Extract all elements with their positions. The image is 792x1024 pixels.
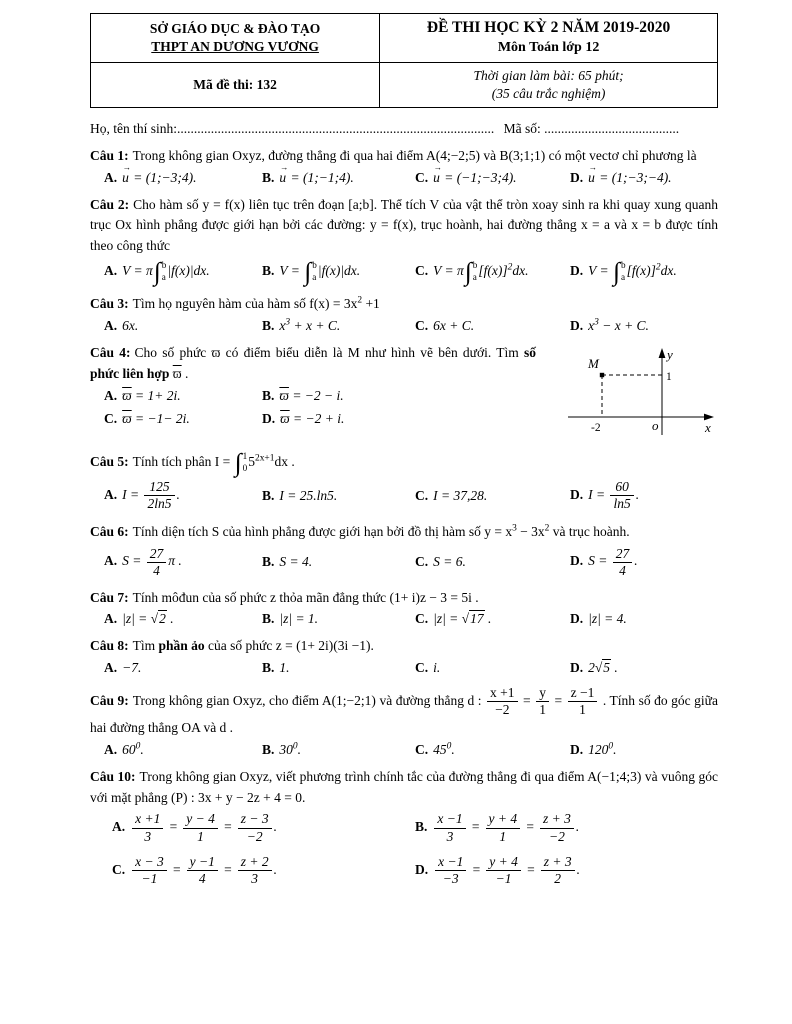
question-10-label: Câu 10: [90, 769, 136, 785]
question-3-body: Tìm họ nguyên hàm của hàm số $f(x) = 3x^2 +1$ [132, 295, 380, 312]
q8-answer-d: D. 2√5 . [570, 659, 618, 675]
question-9-label: Câu 9: [90, 692, 129, 708]
question-8-text [90, 636, 718, 657]
question-9-text [90, 685, 718, 739]
q6-answer-b: B. S = 4. [262, 554, 313, 570]
question-4-body-post: $\overline{ϖ}$ . [172, 366, 189, 381]
question-9-answers [90, 742, 718, 759]
question-1-answers [90, 170, 718, 186]
header-duration-cell [380, 63, 717, 107]
question-4-answers [90, 388, 536, 427]
question-7-body: Tính môđun của số phức z thỏa mãn đẳng thức (1+ i)z − 3 = 5i . [132, 589, 479, 605]
q3-answer-a: A. 6x. [104, 318, 139, 334]
question-10-body: Trong không gian Oxyz, viết phương trình chính tắc của đường thẳng đi qua điểm A(−1;4;3) và vuông góc với mặt phẳng (P) : 3x + y − 2z + 4 = 0. [90, 769, 718, 805]
question-10-answers [90, 811, 718, 887]
q10-answer-a: A. $\frac{x +1}{3}$ = $\frac{y - 4}{1}$ = $\frac{z - 3}{-2}$ . [112, 811, 277, 844]
complex-plane-figure [558, 345, 718, 441]
q1-answer-d: D. u → = (1;−3;−4). [570, 170, 718, 186]
question-6 [90, 522, 718, 579]
question-9-body: Trong không gian Oxyz, cho điểm A(1;−2;1) và đường thẳng d : $\frac{x +1}{-2}$ = $\frac{y}{1}$ = $\frac{z -1}{1}$ . Tính số đo góc giữa hai đường thẳng OA và d . [90, 684, 718, 736]
question-4-layout [90, 343, 718, 441]
question-5-text [90, 450, 718, 476]
exam-title: ĐỀ THI HỌC KỲ 2 NĂM 2019-2020 [426, 19, 671, 36]
q5-answer-c: C. I = 37,28. [415, 487, 488, 503]
question-7 [90, 588, 718, 628]
question-3-answers [90, 318, 718, 335]
question-7-label: Câu 7: [90, 589, 129, 605]
q10-answer-b: B. $\frac{x -1}{3}$ = $\frac{y + 4}{1}$ = $\frac{z + 3}{-2}$ . [415, 811, 580, 844]
q3-answer-b: B. $x^3 + x + C$. [262, 317, 341, 334]
question-6-answers [90, 546, 718, 579]
exam-subject: Môn Toán lớp 12 [497, 39, 600, 55]
school-name: THPT AN DƯƠNG VƯƠNG [151, 38, 319, 54]
q5-answer-d: D. I = $\frac{60}{\ln 5}$ . [570, 479, 640, 512]
q10-answer-d: D. $\frac{x -1}{-3}$ = $\frac{y + 4}{-1}$ = $\frac{z + 3}{2}$ . [415, 853, 580, 886]
q7-answer-a: A. |z| = √2 . [104, 611, 174, 627]
exam-duration: Thời gian làm bài: 65 phút; [473, 67, 624, 83]
q3-answer-c: C. 6x + C. [415, 318, 475, 334]
question-8-body-bold: phần ảo [158, 638, 205, 654]
q6-answer-a: A. S = $\frac{27}{4}$ π . [104, 545, 182, 578]
header-code-cell [91, 63, 380, 107]
q2-answer-d: D. V = ∫ b a $[f(x)]^2dx$. [570, 257, 677, 287]
question-8-label: Câu 8: [90, 638, 129, 654]
q1-answer-c: C. u → = (−1;−3;4). [415, 170, 570, 186]
q9-answer-c: C. $45^0$. [415, 741, 455, 758]
question-4-figure-area [550, 343, 718, 441]
question-1-label: Câu 1: [90, 148, 129, 164]
question-4-body-bold: số phức liên hợp [90, 345, 536, 381]
figure-y-label: y [667, 347, 673, 363]
q1-answer-a: A. u → = (1;−3;4). [104, 170, 262, 186]
figure-point-label: M [588, 356, 599, 372]
figure-tick-1: 1 [666, 371, 672, 384]
student-name-field: Họ, tên thí sinh:.............................................................................................. [90, 121, 495, 137]
q10-answer-c: C. $\frac{x - 3}{-1}$ = $\frac{y -1}{4}$ = $\frac{z + 2}{3}$ . [112, 853, 277, 886]
question-4-left [90, 343, 550, 441]
question-3-text [90, 294, 718, 315]
department-name: SỞ GIÁO DỤC & ĐÀO TẠO [149, 20, 321, 36]
question-1-text [90, 146, 718, 167]
question-6-label: Câu 6: [90, 524, 129, 540]
q1-answer-b: B. u → = (1;−1;4). [262, 170, 415, 186]
question-5 [90, 450, 718, 512]
question-1-body: Trong không gian Oxyz, đường thẳng đi qua hai điểm A(4;−2;5) và B(3;1;1) có một vectơ chỉ phương là [132, 148, 697, 164]
q4-answer-c: C. $\overline{ϖ} = -1- 2i$. [104, 410, 190, 426]
student-code-field: Mã số: ........................................ [503, 121, 680, 137]
q5-answer-a: A. I = $\frac{125}{2\ln 5}$ . [104, 479, 180, 512]
question-5-label: Câu 5: [90, 454, 129, 470]
q4-answer-a: A. $\overline{ϖ} = 1+ 2i$. [104, 387, 181, 403]
question-8-body-post: của số phức z = (1+ 2i)(3i −1). [204, 638, 374, 654]
question-2 [90, 195, 718, 285]
question-9 [90, 685, 718, 758]
question-8-body-pre: Tìm [132, 638, 159, 654]
q2-answer-c: C. V = π ∫ b a $[f(x)]^2dx$. [415, 257, 529, 287]
question-1 [90, 146, 718, 186]
q9-answer-a: A. $60^0$. [104, 741, 144, 758]
q5-answer-b: B. I = 25.ln5. [262, 487, 338, 503]
q8-answer-b: B. 1. [262, 659, 290, 675]
header-school-cell [91, 14, 380, 63]
point-m-marker [600, 373, 604, 377]
question-5-answers [90, 479, 718, 512]
question-3-label: Câu 3: [90, 296, 129, 312]
exam-note: (35 câu trắc nghiệm) [491, 86, 606, 102]
question-8-answers [90, 660, 718, 676]
q3-answer-d: D. $x^3 - x + C$. [570, 317, 649, 334]
question-6-body: Tính diện tích S của hình phẳng được giới hạn bởi đồ thị hàm số $y = x^3 - 3x^2$ và trục hoành. [132, 523, 630, 540]
q4-answer-b: B. $\overline{ϖ} = -2 - i$. [262, 387, 344, 403]
question-6-text [90, 522, 718, 543]
figure-origin-label: o [652, 418, 659, 434]
q4-answer-d: D. $\overline{ϖ} = -2 + i$. [262, 410, 345, 426]
figure-x-label: x [705, 420, 711, 436]
question-5-body: Tính tích phân I = ∫ 1 0 $5^{2x+1}dx$ . [132, 448, 295, 478]
question-10 [90, 767, 718, 887]
question-10-text [90, 767, 718, 808]
q7-answer-d: D. |z| = 4. [570, 611, 627, 627]
q2-answer-a: A. V = π ∫ b a |f(x)|dx. [104, 257, 210, 287]
question-4-body-pre: Cho số phức ϖ có điểm biểu diễn là M như hình vẽ bên dưới. Tìm [134, 345, 524, 361]
question-8 [90, 636, 718, 676]
question-7-text [90, 588, 718, 609]
student-info-line [90, 121, 718, 137]
q8-answer-c: C. i. [415, 659, 441, 675]
header-title-cell [380, 14, 717, 63]
q6-answer-d: D. S = $\frac{27}{4}$ . [570, 545, 638, 578]
question-2-text [90, 195, 718, 257]
q8-answer-a: A. −7. [104, 659, 142, 675]
question-4-label: Câu 4: [90, 345, 131, 361]
figure-tick-neg2: -2 [591, 422, 601, 435]
question-4 [90, 343, 718, 441]
question-3 [90, 294, 718, 335]
question-2-body: Cho hàm số y = f(x) liên tục trên đoạn [a;b]. Thể tích V của vật thể tròn xoay sinh ra khi quay xung quanh trục Ox hình phẳng được giới hạn bởi các đường: y = f(x), trục hoành, hai đường thẳng x = a và x = b được tính theo công thức [90, 196, 718, 253]
exam-code: Mã đề thi: 132 [193, 76, 277, 92]
q6-answer-c: C. S = 6. [415, 554, 466, 570]
question-4-text [90, 343, 536, 384]
question-7-answers [90, 611, 718, 627]
y-axis-arrow-icon [659, 348, 666, 358]
q9-answer-d: D. $120^0$. [570, 741, 617, 758]
q7-answer-c: C. |z| = √17 . [415, 611, 492, 627]
exam-header [90, 13, 718, 108]
q9-answer-b: B. $30^0$. [262, 741, 301, 758]
question-2-label: Câu 2: [90, 196, 130, 212]
q7-answer-b: B. |z| = 1. [262, 611, 319, 627]
question-2-answers [90, 259, 718, 285]
q2-answer-b: B. V = ∫ b a |f(x)|dx. [262, 257, 361, 287]
